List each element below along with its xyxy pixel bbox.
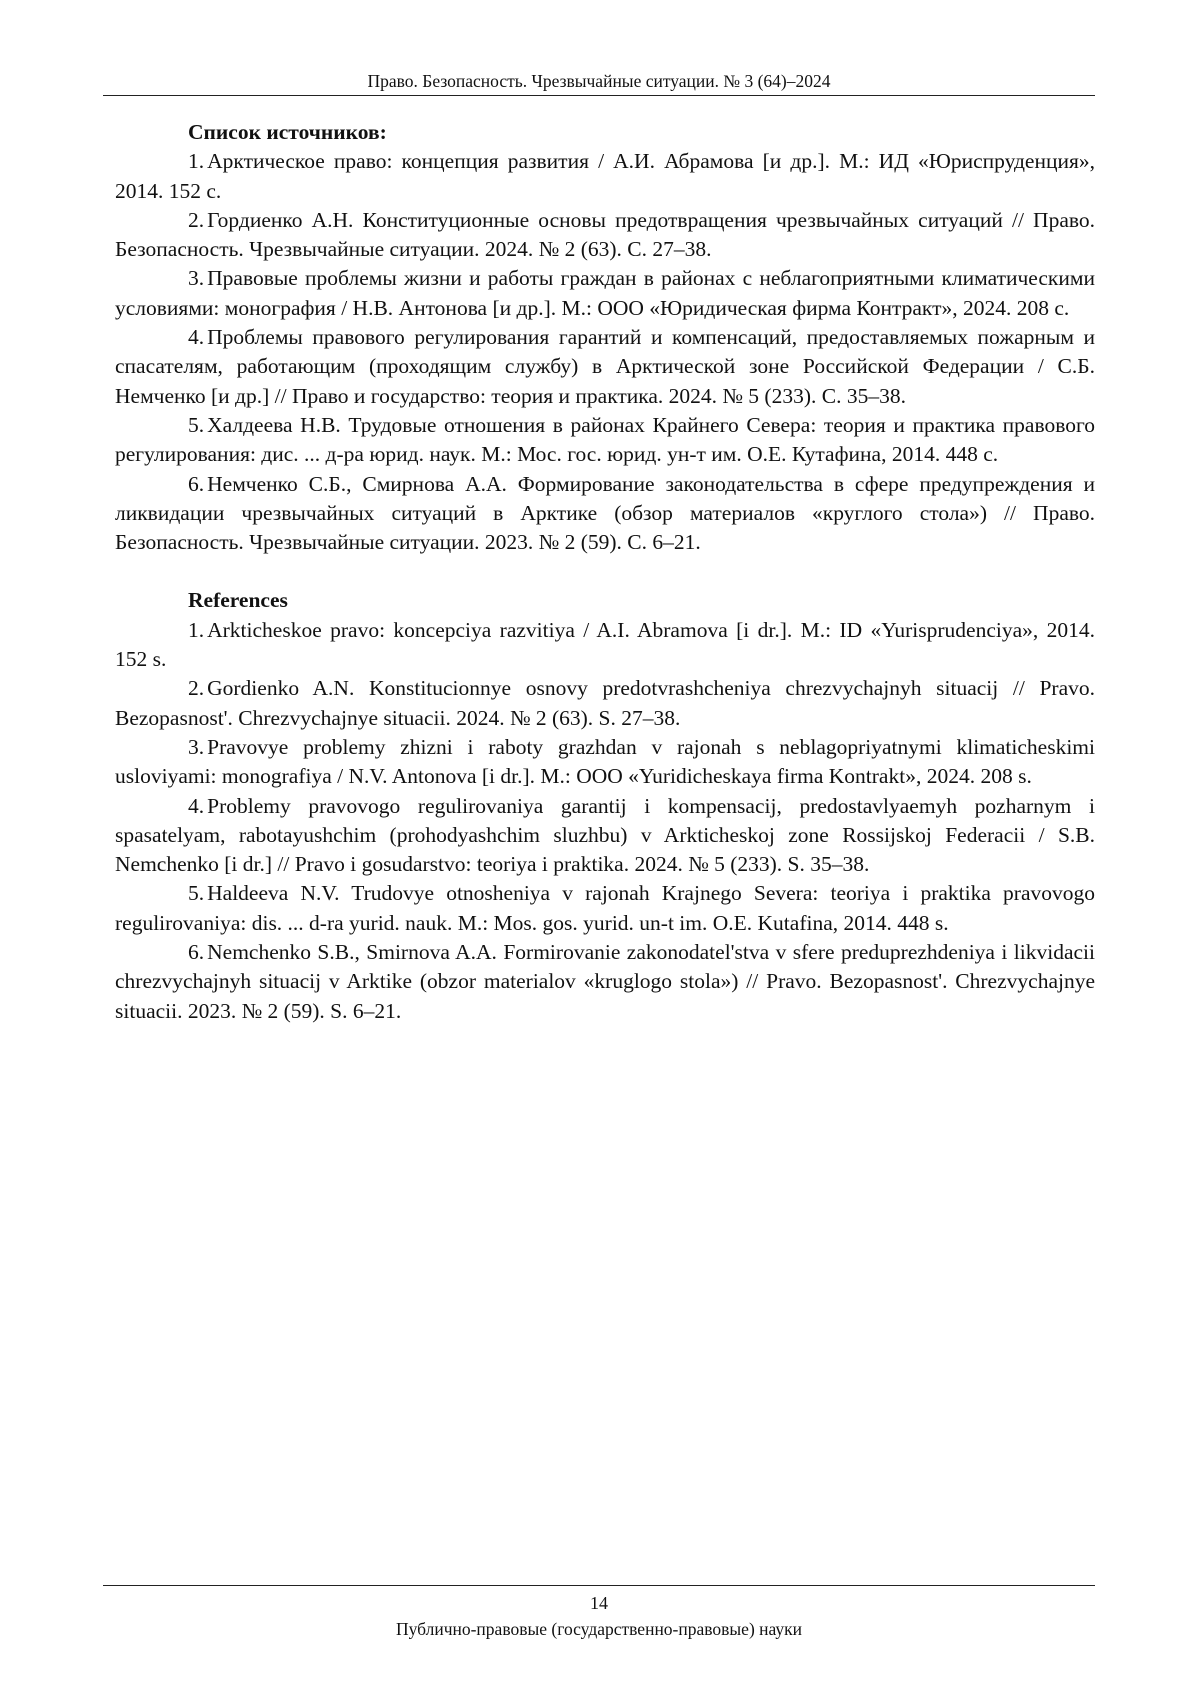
source-item-number: 5. [188,412,205,437]
reference-item-number: 4. [188,793,205,818]
section-spacer [115,557,1095,586]
source-item-text: Правовые проблемы жизни и работы граждан в районах с неблагоприятными климатическими условиями: монография / Н.В. Антонова [и др.]. М.: ООО «Юридическая фирма Контракт», 2024. 208 с. [115,266,1095,320]
reference-item-1 [115,616,1095,675]
reference-item-number: 1. [188,617,205,642]
references-list [115,616,1095,1026]
source-item-1 [115,147,1095,206]
reference-item-4 [115,792,1095,880]
source-item-number: 6. [188,471,205,496]
source-item-4 [115,323,1095,411]
header-divider [103,95,1095,96]
references-title: References [188,588,288,613]
sources-title: Список источников: [188,120,387,144]
reference-item-number: 6. [188,940,205,965]
reference-item-text: Gordienko A.N. Konstitucionnye osnovy predotvrashcheniya chrezvychajnyh situacij // Pravo. Bezopasnost'. Chrezvychajnye situacii. 2024. № 2 (63). S. 27–38. [115,676,1095,730]
page-number: 14 [590,1593,608,1613]
source-item-text: Гордиенко А.Н. Конституционные основы предотвращения чрезвычайных ситуаций // Право. Безопасность. Чрезвычайные ситуации. 2024. № 2 (63). С. 27–38. [115,207,1095,262]
running-footer: Публично-правовые (государственно-правовые) науки [395,1619,803,1639]
source-item-number: 1. [188,149,205,174]
reference-item-5 [115,879,1095,938]
reference-item-text: Nemchenko S.B., Smirnova A.A. Formirovanie zakonodatel'stva v sfere preduprezhdeniya i likvidacii chrezvychajnyh situacij v Arktike (obzor materialov «kruglogo stola») // Pravo. Bezopasnost'. Chrezvychajnye situacii. 2023. № 2 (59). S. 6–21. [115,940,1095,1023]
reference-item-6 [115,938,1095,1026]
source-item-2 [115,206,1095,265]
running-header: Право. Безопасность. Чрезвычайные ситуации. № 3 (64)–2024 [367,71,831,91]
reference-item-text: Problemy pravovogo regulirovaniya garantij i kompensacij, predostavlyaemyh pozharnym i spasatelyam, rabotayushchim (prohodyashchim sluzhbu) v Arkticheskoj zone Rossijskoj Federacii / S.B. Nemchenko [i dr.] // Pravo i gosudarstvo: teoriya i praktika. 2024. № 5 (233). S. 35–38. [115,793,1095,877]
source-item-text: Немченко С.Б., Смирнова А.А. Формирование законодательства в сфере предупреждения и ликвидации чрезвычайных ситуаций в Арктике (обзор материалов «круглого стола») // Право. Безопасность. Чрезвычайные ситуации. 2023. № 2 (59). С. 6–21. [115,471,1095,555]
source-item-5 [115,411,1095,470]
reference-item-2 [115,674,1095,733]
source-item-6 [115,470,1095,558]
reference-item-text: Arkticheskoe pravo: koncepciya razvitiya / A.I. Abramova [i dr.]. M.: ID «Yurisprudenciya», 2014. 152 s. [115,617,1095,672]
source-item-number: 4. [188,325,205,350]
source-item-number: 2. [188,207,205,232]
reference-item-number: 2. [188,676,205,701]
reference-item-text: Haldeeva N.V. Trudovye otnosheniya v rajonah Krajnego Severa: teoriya i praktika pravovogo regulirovaniya: dis. ... d-ra yurid. nauk. M.: Mos. gos. yurid. un-t im. O.E. Kutafina, 2014. 448 s. [115,881,1095,935]
reference-item-number: 3. [188,734,205,759]
page-body [115,118,1095,1026]
sources-list [115,147,1095,557]
source-item-number: 3. [188,266,205,291]
source-item-text: Халдеева Н.В. Трудовые отношения в районах Крайнего Севера: теория и практика правового регулирования: дис. ... д-ра юрид. наук. М.: Мос. гос. юрид. ун-т им. О.Е. Кутафина, 2014. 448 с. [115,412,1095,467]
source-item-text: Проблемы правового регулирования гарантий и компенсаций, предоставляемых пожарным и спасателям, работающим (проходящим службу) в Арктической зоне Российской Федерации / С.Б. Немченко [и др.] // Право и государство: теория и практика. 2024. № 5 (233). С. 35–38. [115,325,1095,408]
reference-item-3 [115,733,1095,792]
reference-item-number: 5. [188,881,205,906]
source-item-text: Арктическое право: концепция развития / А.И. Абрамова [и др.]. М.: ИД «Юриспруденция», 2014. 152 с. [115,149,1095,203]
footer-divider [103,1585,1095,1586]
source-item-3 [115,264,1095,323]
reference-item-text: Pravovye problemy zhizni i raboty grazhdan v rajonah s neblagopriyatnymi klimaticheskimi usloviyami: monografiya / N.V. Antonova [i dr.]. M.: OOO «Yuridicheskaya firma Kontrakt», 2024. 208 s. [115,734,1095,789]
